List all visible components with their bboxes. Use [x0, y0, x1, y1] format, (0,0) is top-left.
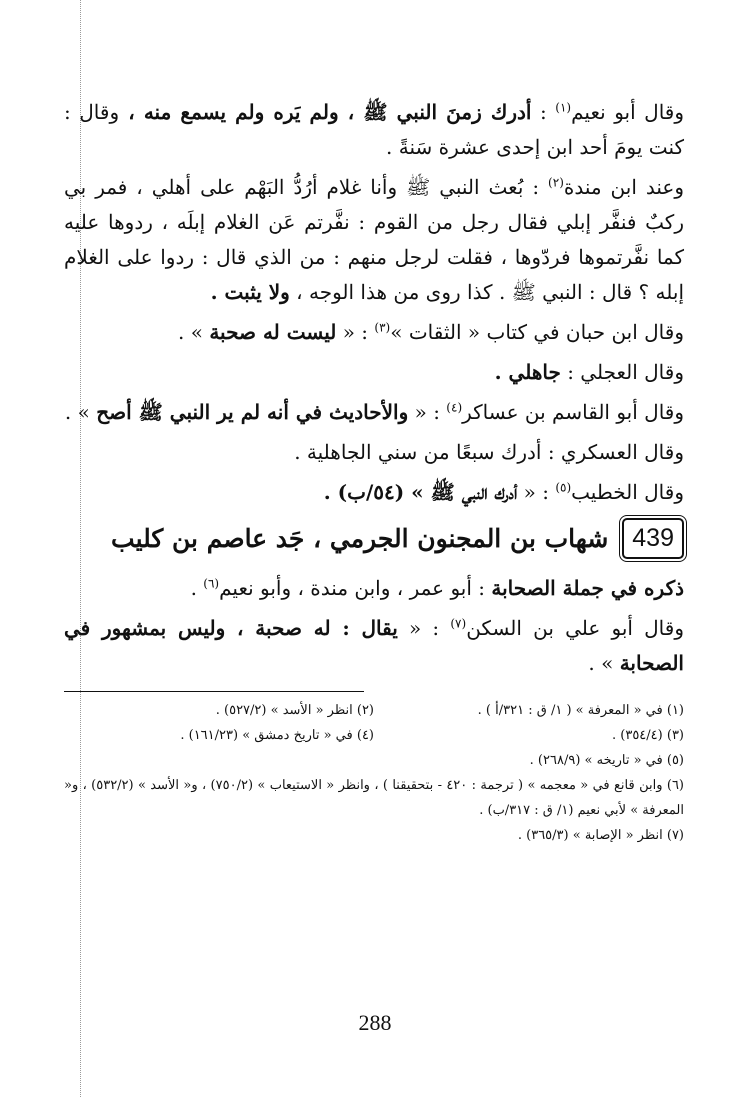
paragraph-ibn-mandah [64, 170, 684, 310]
entry-heading [64, 518, 684, 559]
bold-quote: أدرك زمنَ النبي ﷺ ، ولم يَره ولم يسمع منه ، [119, 100, 532, 124]
text: : « [408, 400, 447, 424]
footnote-ref[interactable]: (١) [555, 100, 572, 115]
text: وقال ابن حبان في كتاب « الثقات » [390, 320, 684, 344]
page-body [64, 95, 684, 848]
text: » . [64, 400, 97, 424]
text: » . [588, 651, 620, 675]
paragraph-ibn-asakir [64, 395, 684, 430]
footnote-rule [64, 691, 364, 692]
footnote-3: (٣) (٣٥٤/٤) . [612, 728, 684, 743]
paragraph-askari [64, 435, 684, 470]
text: وعند ابن مندة [563, 175, 684, 199]
text: وقال الخطيب [571, 480, 684, 504]
entry-number-box: 439 [622, 518, 684, 559]
bold-verdict: جاهلي . [494, 360, 561, 384]
paragraph-ibn-hibban [64, 315, 684, 350]
text: وقال أبو علي بن السكن [466, 616, 684, 640]
paragraph-ibn-sakan [64, 611, 684, 681]
footnote-6: (٦) وابن قانع في « معجمه » ( ترجمة : ٤٢٠ - بتحقيقنا ) ، وانظر « الاستيعاب » (٧٥٠/٢) ، و« الأسد » (٥٣٢/٢) ، و« المعرفة » لأبي نعيم (١/ ق : ٣١٧/ب) . [64, 778, 684, 818]
bold-quote: يقال : له صحبة ، وليس بمشهور في الصحابة [64, 616, 684, 675]
footnote-ref[interactable]: (٤) [446, 400, 463, 415]
text: وقال : كنت يومَ أحد ابن إحدى عشرة سَنةً . [64, 100, 684, 159]
footnote-ref[interactable]: (٣) [374, 320, 391, 335]
text: . [190, 576, 204, 600]
text: وقال أبو نعيم [571, 100, 685, 124]
footnote-2: (٢) انظر « الأسد » (٥٢٧/٢) . [215, 703, 374, 718]
paragraph-ijli [64, 355, 684, 390]
footnote-ref[interactable]: (٢) [548, 175, 564, 190]
text: » . [178, 320, 210, 344]
bold-quote: والأحاديث في أنه لم ير النبي ﷺ أصح [96, 400, 409, 424]
text: وقال العجلي : [560, 360, 684, 384]
footnote-row [64, 698, 684, 723]
footnote-row [64, 723, 684, 748]
text: : « [336, 320, 375, 344]
paragraph-companions [64, 571, 684, 606]
text: : [531, 100, 556, 124]
paragraph-khatib [64, 475, 684, 510]
text: : « [517, 480, 556, 504]
bold-lead: ذكره في جملة الصحابة [491, 576, 684, 600]
footnote-ref[interactable]: (٧) [450, 616, 467, 631]
footnote-5: (٥) في « تاريخه » (٢٦٨/٩) . [529, 753, 684, 768]
bold-verdict: ولا يثبت . [210, 280, 290, 304]
footnote-1: (١) في « المعرفة » ( ١/ ق : ٣٢١/أ ) . [477, 703, 684, 718]
text: : أبو عمر ، وابن مندة ، وأبو نعيم [219, 576, 492, 600]
page-number: 288 [358, 1010, 392, 1035]
entry-title: شهاب بن المجنون الجرمي ، جَد عاصم بن كليب [111, 524, 609, 553]
paragraph-abu-nuaym [64, 95, 684, 165]
bold-quote: أدرك النبي ﷺ [430, 480, 518, 504]
text: وقال أبو القاسم بن عساكر [462, 400, 684, 424]
text: وقال العسكري : أدرك سبعًا من سني الجاهلية . [294, 440, 684, 464]
text: : بُعث النبي ﷺ وأنا غلام أرُدُّ البَهْم على أهلي ، فمر بي ركبٌ فنفَّر إبلي فقال رجل من القوم : نفَّرتم عَن الغلام إبلَه ، ردوها عليه كما نفَّرتموها فردّوها ، فقلت لرجل منهم : من الذي قال : ردوا على الغلام إبله ؟ قال : النبي ﷺ . كذا روى من هذا الوجه ، [64, 175, 684, 304]
text: : « [397, 616, 451, 640]
footnote-ref[interactable]: (٦) [203, 576, 220, 591]
footnote-4: (٤) في « تاريخ دمشق » (١٦١/٢٣) . [180, 728, 374, 743]
manuscript-folio: » (٥٤/ب) . [323, 480, 431, 504]
footnote-7: (٧) انظر « الإصابة » (٣٦٥/٣) . [517, 828, 684, 843]
footnote-ref[interactable]: (٥) [555, 480, 572, 495]
bold-quote: ليست له صحبة [209, 320, 337, 344]
